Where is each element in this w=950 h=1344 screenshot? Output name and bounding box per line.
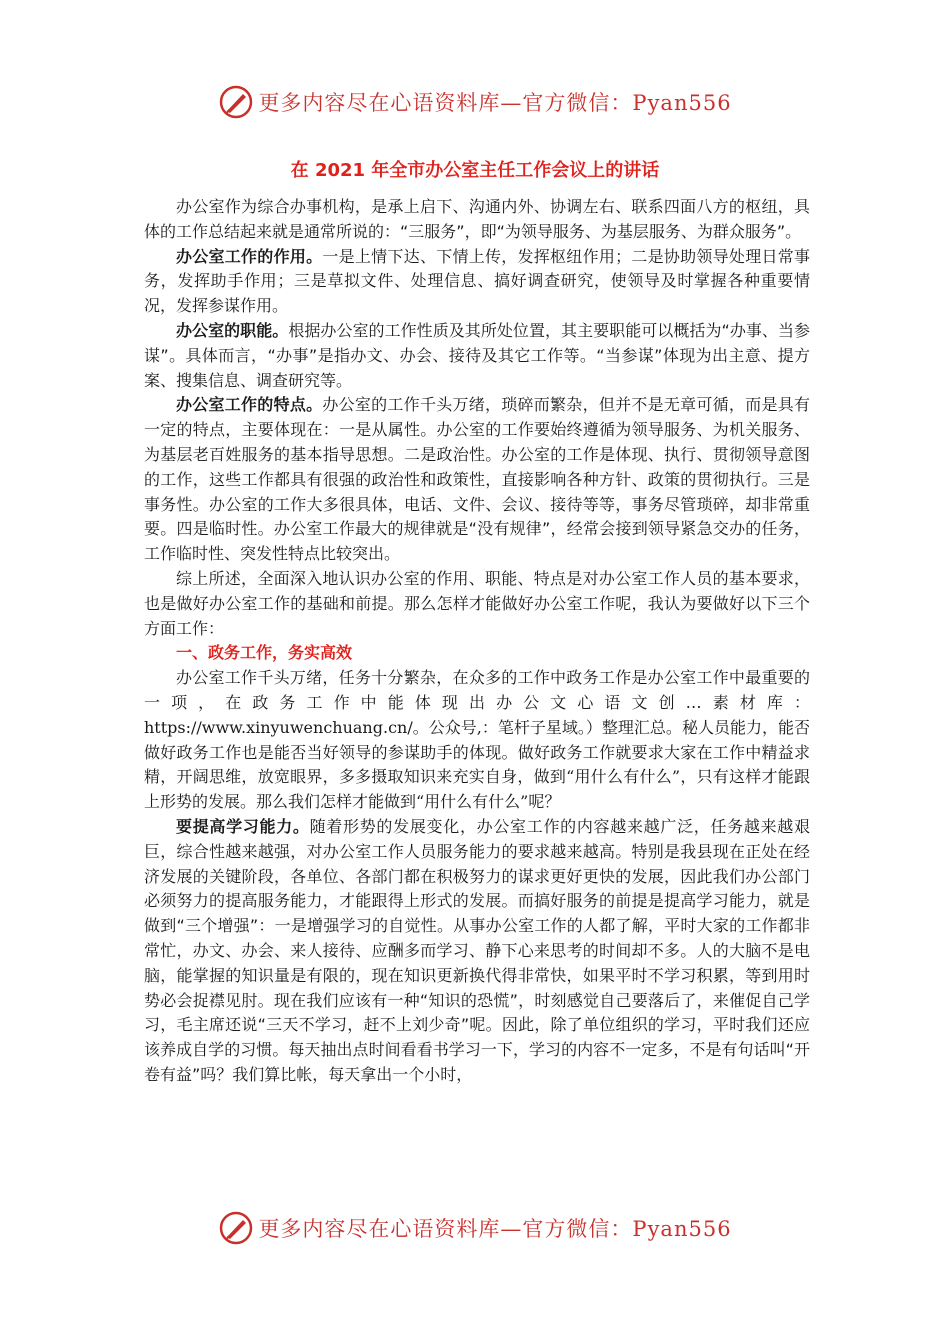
- quill-logo-icon: [218, 84, 254, 120]
- paragraph-lead: 办公室工作的特点。: [176, 395, 323, 415]
- paragraph-lead: 办公室的职能。: [176, 320, 289, 340]
- quill-logo-icon: [218, 1210, 254, 1246]
- paragraph-intro: 办公室作为综合办事机构，是承上启下、沟通内外、协调左右、联系四面八方的枢纽，具体的工作总结起来就是通常所说的：“三服务”，即“为领导服务、为基层服务、为群众服务”。: [144, 197, 810, 241]
- document-title: 在 2021 年全市办公室主任工作会议上的讲话: [290, 160, 660, 181]
- paragraph-government-affairs: 办公室工作千头万绪，任务十分繁杂，在众多的工作中政务工作是办公室工作中最重要的一项，在政务工作中能体现出办公文心语文创…素材库：https://www.xinyuwenchuang.cn/。公众号,：笔杆子星域。）整理汇总。秘人员能力，能否做好政务工作也是能否当好领导的参谋助手的体现。做好政务工作就要求大家在工作中精益求精，开阔思维，放宽眼界，多多摄取知识来充实自身，做到“用什么有什么”，只有这样才能跟上形势的发展。那么我们怎样才能做到“用什么有什么”呢？: [144, 668, 810, 812]
- section-heading-1: 一、政务工作，务实高效: [176, 643, 353, 663]
- paragraph-text: 随着形势的发展变化，办公室工作的内容越来越广泛，任务越来越艰巨，综合性越来越强，对办公室工作人员服务能力的要求越来越高。特别是我县现在正处在经济发展的关键阶段，各单位、各部门都在积极努力的谋求更好更快的发展，因此我们办公部门必须努力的提高服务能力，才能跟得上形式的发展。而搞好服务的前提是提高学习能力，就是做到“三个增强”：一是增强学习的自觉性。从事办公室工作的人都了解，平时大家的工作都非常忙，办文、办会、来人接待、应酬多而学习、静下心来思考的时间却不多。人的大脑不是电脑，能掌握的知识量是有限的，现在知识更新换代得非常快，如果平时不学习积累，等到用时势必会捉襟见肘。现在我们应该有一种“知识的恐慌”，时刻感觉自己要落后了，来催促自己学习，毛主席还说“三天不学习，赶不上刘少奇”呢。因此，除了单位组织的学习，平时我们还应该养成自学的习惯。每天抽出点时间看看书学习一下，学习的内容不一定多，不是有句话叫“开卷有益”吗？我们算比帐，每天拿出一个小时，: [144, 816, 810, 1084]
- paragraph-learning: [144, 815, 810, 1088]
- footer-banner: [0, 1208, 950, 1248]
- document-body: [144, 195, 810, 1088]
- paragraph-function: [144, 319, 810, 393]
- paragraph-lead: 办公室工作的作用。: [176, 246, 323, 266]
- paragraph-summary: 综上所述，全面深入地认识办公室的作用、职能、特点是对办公室工作人员的基本要求，也是做好办公室工作的基础和前提。那么怎样才能做好办公室工作呢，我认为要做好以下三个方面工作：: [144, 568, 810, 638]
- paragraph-text: 根据办公室的工作性质及其所处位置，其主要职能可以概括为“办事、当参谋”。具体而言，“办事”是指办文、办会、接待及其它工作等。“当参谋”体现为出主意、提方案、搜集信息、调查研究等。: [144, 320, 810, 390]
- banner-text: 更多内容尽在心语资料库—官方微信：Pyan556: [258, 1217, 732, 1241]
- paragraph-text: 办公室的工作千头万绪，琐碎而繁杂，但并不是无章可循，而是具有一定的特点，主要体现在：一是从属性。办公室的工作要始终遵循为领导服务、为机关服务、为基层老百姓服务的基本指导思想。二是政治性。办公室的工作是体现、执行、贯彻领导意图的工作，这些工作都具有很强的政治性和政策性，直接影响各种方针、政策的贯彻执行。三是事务性。办公室的工作大多很具体，电话、文件、会议、接待等等，事务尽管琐碎，却非常重要。四是临时性。办公室工作最大的规律就是“没有规律”，经常会接到领导紧急交办的任务，工作临时性、突发性特点比较突出。: [144, 395, 810, 564]
- header-banner: [0, 82, 950, 122]
- banner-text: 更多内容尽在心语资料库—官方微信：Pyan556: [258, 91, 732, 115]
- paragraph-text: 一是上情下达、下情上传，发挥枢纽作用；二是协助领导处理日常事务，发挥助手作用；三是草拟文件、处理信息、搞好调查研究，使领导及时掌握各种重要情况，发挥参谋作用。: [144, 246, 810, 316]
- paragraph-lead: 要提高学习能力。: [176, 816, 310, 836]
- paragraph-features: [144, 393, 810, 567]
- paragraph-role: [144, 245, 810, 319]
